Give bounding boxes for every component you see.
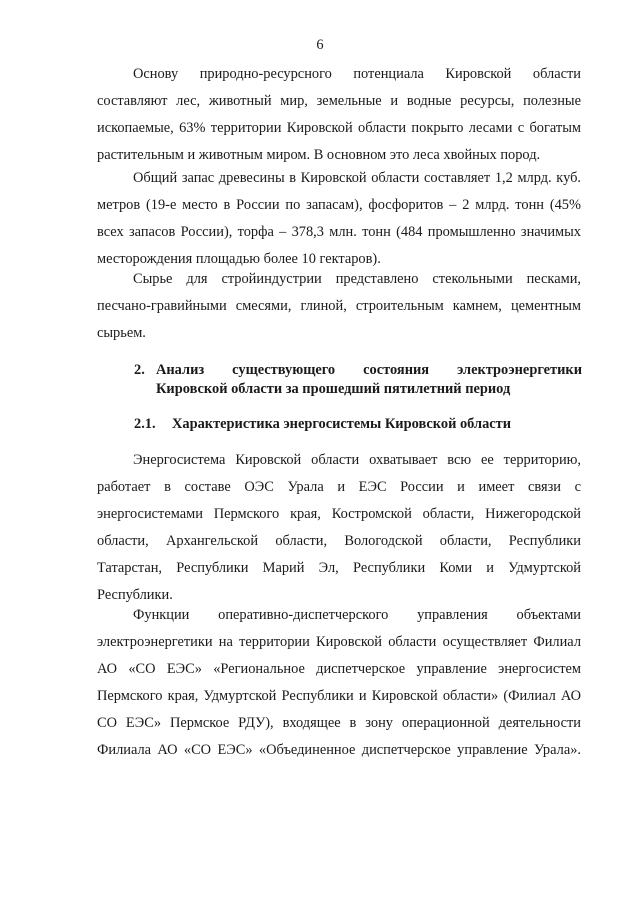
text-line: Татарстан, Республики Марий Эл, Республики Коми и Удмуртской: [97, 560, 581, 576]
paragraph-dispatch-control: [97, 602, 581, 764]
text-line: работает в составе ОЭС Урала и ЕЭС России и имеет связи с: [97, 479, 581, 495]
paragraph-construction-materials: [97, 266, 581, 347]
text-line: Сырье для стройиндустрии представлено стекольными песками,: [133, 271, 581, 287]
text-line: сырьем.: [97, 325, 146, 341]
text-line: составляют лес, животный мир, земельные и водные ресурсы, полезные: [97, 93, 581, 109]
text-line: ископаемые, 63% территории Кировской области покрыто лесами с богатым: [97, 120, 581, 136]
text-line: СО ЕЭС» Пермское РДУ), входящее в зону операционной деятельности: [97, 715, 581, 731]
text-line: месторождения площадью более 10 гектаров).: [97, 251, 381, 267]
text-line: Основу природно-ресурсного потенциала Кировской области: [133, 66, 581, 82]
text-line: метров (19-е место в России по запасам), фосфоритов – 2 млрд. тонн (45%: [97, 197, 581, 213]
text-line: растительным и животным миром. В основном это леса хвойных пород.: [97, 147, 541, 163]
paragraph-natural-resources: [97, 61, 581, 169]
text-line: электроэнергетики на территории Кировской области осуществляет Филиал: [97, 634, 581, 650]
subsection-number: 2.1.: [134, 416, 156, 432]
text-line: Пермского края, Удмуртской Республики и Кировской области» (Филиал АО: [97, 688, 581, 704]
subsection-title: Характеристика энергосистемы Кировской области: [172, 416, 512, 432]
text-line: Филиала АО «СО ЕЭС» «Объединенное диспетчерское управление Урала».: [97, 742, 581, 758]
text-line: Республики.: [97, 587, 173, 603]
section-title-line: Анализ существующего состояния электроэнергетики: [156, 362, 582, 378]
page-number: 6: [316, 37, 324, 53]
text-line: Энергосистема Кировской области охватывает всю ее территорию,: [133, 452, 581, 468]
text-line: Общий запас древесины в Кировской области составляет 1,2 млрд. куб.: [133, 170, 581, 186]
paragraph-timber-reserves: [97, 165, 581, 273]
text-line: всех запасов России), торфа – 378,3 млн. тонн (484 промышленно значимых: [97, 224, 581, 240]
section-heading-2: [134, 361, 582, 399]
text-line: энергосистемами Пермского края, Костромской области, Нижегородской: [97, 506, 581, 522]
text-line: АО «СО ЕЭС» «Региональное диспетчерское управление энергосистем: [97, 661, 581, 677]
text-line: области, Архангельской области, Вологодской области, Республики: [97, 533, 581, 549]
subsection-heading-2-1: [134, 415, 584, 434]
paragraph-energy-system: [97, 447, 581, 609]
section-number: 2.: [134, 362, 145, 378]
text-line: песчано-гравийными смесями, глиной, строительным камнем, цементным: [97, 298, 581, 314]
text-line: Функции оперативно-диспетчерского управления объектами: [133, 607, 581, 623]
section-title-line: Кировской области за прошедший пятилетний период: [156, 381, 511, 397]
